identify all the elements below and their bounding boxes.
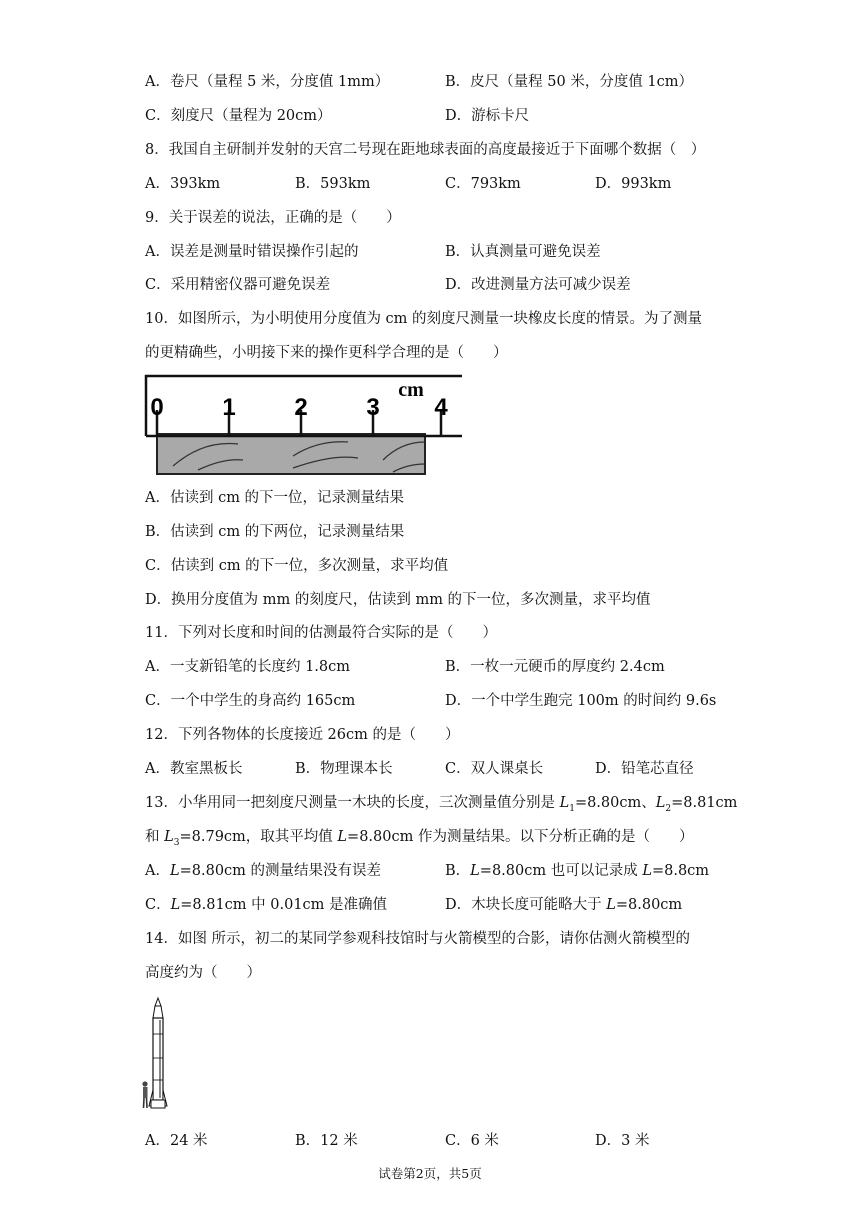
q13-option-b: B．L=8.80cm 也可以记录成 L=8.8cm bbox=[445, 863, 710, 879]
q7-option-c: C．刻度尺（量程为 20cm） bbox=[145, 108, 332, 124]
q13-option-d: D．木块长度可能略大于 L=8.80cm bbox=[445, 897, 683, 913]
q11-stem: 11．下列对长度和时间的估测最符合实际的是（ ） bbox=[145, 625, 497, 641]
q13-option-c: C．L=8.81cm 中 0.01cm 是准确值 bbox=[145, 897, 388, 913]
q14-option-c: C．6 米 bbox=[445, 1133, 499, 1149]
q9-option-a: A．误差是测量时错误操作引起的 bbox=[145, 244, 359, 260]
ruler-label-4: 4 bbox=[434, 394, 448, 421]
q14-option-a: A．24 米 bbox=[145, 1133, 208, 1149]
q10-option-b: B．估读到 cm 的下两位，记录测量结果 bbox=[145, 524, 405, 540]
q11-option-b: B．一枚一元硬币的厚度约 2.4cm bbox=[445, 659, 665, 675]
page-footer: 试卷第2页，共5页 bbox=[378, 1166, 482, 1181]
ruler-figure bbox=[143, 370, 465, 476]
q11-option-a: A．一支新铅笔的长度约 1.8cm bbox=[145, 659, 351, 675]
rocket-nose bbox=[155, 998, 161, 1006]
q10-option-c: C．估读到 cm 的下一位，多次测量，求平均值 bbox=[145, 558, 449, 574]
q11-option-c: C．一个中学生的身高约 165cm bbox=[145, 693, 356, 709]
ruler-label-2: 2 bbox=[294, 394, 308, 421]
q14-stem-line1: 14．如图 所示，初二的某同学参观科技馆时与火箭模型的合影，请你估测火箭模型的 bbox=[145, 931, 691, 947]
q12-option-a: A．教室黑板长 bbox=[145, 761, 243, 777]
q9-option-d: D．改进测量方法可减少误差 bbox=[445, 277, 631, 293]
rocket-body bbox=[153, 1018, 163, 1100]
q14-option-d: D．3 米 bbox=[595, 1133, 650, 1149]
q9-stem: 9．关于误差的说法，正确的是（ ） bbox=[145, 210, 401, 226]
q8-option-a: A．393km bbox=[145, 176, 221, 192]
ruler-unit: cm bbox=[398, 379, 424, 401]
q9-option-c: C．采用精密仪器可避免误差 bbox=[145, 277, 331, 293]
q13-option-a: A．L=8.80cm 的测量结果没有误差 bbox=[145, 863, 382, 879]
q14-option-b: B．12 米 bbox=[295, 1133, 358, 1149]
q12-option-c: C．双人课桌长 bbox=[445, 761, 544, 777]
q9-option-b: B．认真测量可避免误差 bbox=[445, 244, 601, 260]
q13-stem-line2: 和 $L_3=8.79cm$，取其平均值 L=8.80cm 作为测量结果。以下分析正确的是（ ） bbox=[145, 829, 694, 848]
q7-option-b: B．皮尺（量程 50 米，分度值 1cm） bbox=[445, 74, 694, 90]
q10-option-d: D．换用分度值为 mm 的刻度尺，估读到 mm 的下一位，多次测量，求平均值 bbox=[145, 592, 651, 608]
q13-stem-line1: 13．小华用同一把刻度尺测量一木块的长度，三次测量值分别是 $L_1=8.80cm$、$L_2=8.81cm$ bbox=[145, 795, 738, 814]
student-figure bbox=[142, 1081, 147, 1108]
ruler-label-3: 3 bbox=[366, 394, 380, 421]
q8-option-c: C．793km bbox=[445, 176, 521, 192]
q10-stem-line1: 10．如图所示，为小明使用分度值为 cm 的刻度尺测量一块橡皮长度的情景。为了测量 bbox=[145, 311, 703, 327]
q12-option-d: D．铅笔芯直径 bbox=[595, 761, 694, 777]
q12-stem: 12．下列各物体的长度接近 26cm 的是（ ） bbox=[145, 727, 460, 743]
q8-option-b: B．593km bbox=[295, 176, 371, 192]
q8-stem: 8．我国自主研制并发射的天宫二号现在距地球表面的高度最接近于下面哪个数据（ ） bbox=[145, 142, 706, 158]
q10-option-a: A．估读到 cm 的下一位，记录测量结果 bbox=[145, 490, 405, 506]
q14-stem-line2: 高度约为（ ） bbox=[145, 965, 261, 981]
q12-option-b: B．物理课本长 bbox=[295, 761, 393, 777]
ruler-label-0: 0 bbox=[150, 394, 164, 421]
ruler-label-1: 1 bbox=[222, 394, 236, 421]
q8-option-d: D．993km bbox=[595, 176, 672, 192]
eraser bbox=[157, 434, 425, 474]
rocket-figure bbox=[140, 996, 182, 1114]
q7-option-d: D．游标卡尺 bbox=[445, 108, 530, 124]
q11-option-d: D．一个中学生跑完 100m 的时间约 9.6s bbox=[445, 693, 717, 709]
q10-stem-line2: 的更精确些，小明接下来的操作更科学合理的是（ ） bbox=[145, 345, 508, 361]
q7-option-a: A．卷尺（量程 5 米，分度值 1mm） bbox=[145, 74, 390, 90]
